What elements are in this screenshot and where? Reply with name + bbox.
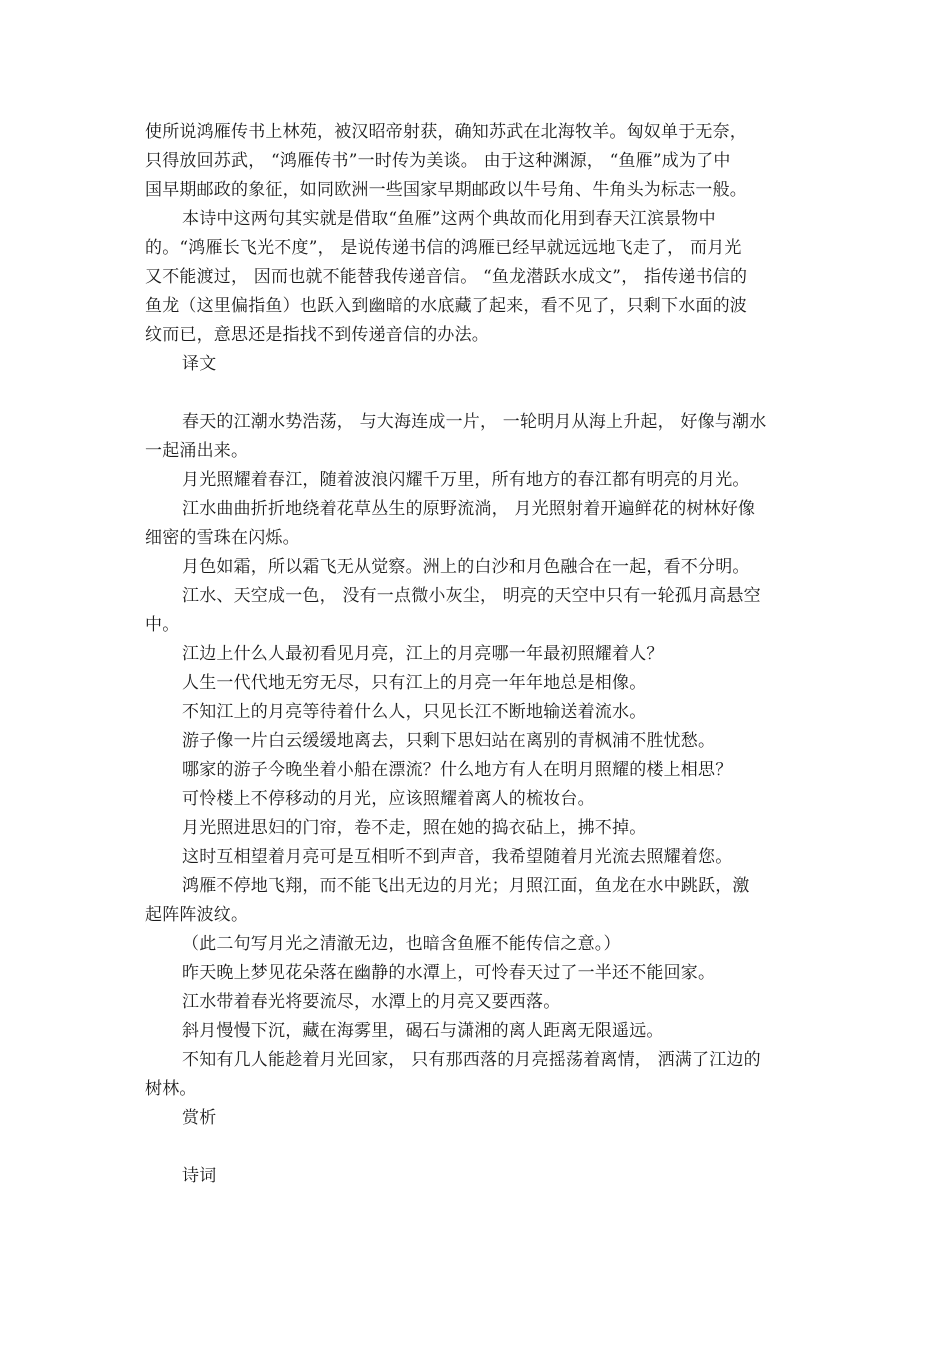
text-line-29: 昨天晚上梦见花朵落在幽静的水潭上，可怜春天过了一半还不能回家。: [182, 963, 716, 983]
text-line-5: 的。“鸿雁长飞光不度”， 是说传递书信的鸿雁已经早就远远地飞走了， 而月光: [145, 238, 742, 258]
text-line-30: 江水带着春光将要流尽，水潭上的月亮又要西落。: [182, 992, 561, 1012]
text-line-20: 不知江上的月亮等待着什么人，只见长江不断地输送着流水。: [182, 702, 647, 722]
text-line-3: 国早期邮政的象征，如同欧洲一些国家早期邮政以牛号角、牛角头为标志一般。: [145, 180, 747, 200]
text-line-17: 中。: [145, 615, 180, 635]
text-line-12: 月光照耀着春江，随着波浪闪耀千万里，所有地方的春江都有明亮的月光。: [182, 470, 750, 490]
text-line-33: 树林。: [145, 1079, 197, 1099]
text-line-6: 又不能渡过， 因而也就不能替我传递音信。 “鱼龙潜跃水成文”， 指传递书信的: [145, 267, 748, 287]
section-heading-appreciation: 赏析: [182, 1108, 217, 1128]
text-line-23: 可怜楼上不停移动的月光，应该照耀着离人的梳妆台。: [182, 789, 595, 809]
text-line-24: 月光照进思妇的门帘，卷不走，照在她的捣衣砧上，拂不掉。: [182, 818, 647, 838]
spacer: [145, 379, 805, 408]
text-line-2: 只得放回苏武， “鸿雁传书”一时传为美谈。 由于这种渊源， “鱼雁”成为了中: [145, 151, 731, 171]
text-line-16: 江水、天空成一色， 没有一点微小灰尘， 明亮的天空中只有一轮孤月高悬空: [182, 586, 761, 606]
text-line-8: 纹而已，意思还是指找不到传递音信的办法。: [145, 325, 489, 345]
text-line-14: 细密的雪珠在闪烁。: [145, 528, 300, 548]
text-line-19: 人生一代代地无穷无尽，只有江上的月亮一年年地总是相像。: [182, 673, 647, 693]
text-line-25: 这时互相望着月亮可是互相听不到声音，我希望随着月光流去照耀着您。: [182, 847, 733, 867]
section-heading-poetry: 诗词: [182, 1166, 217, 1186]
text-line-31: 斜月慢慢下沉，藏在海雾里，碣石与潇湘的离人距离无限遥远。: [182, 1021, 664, 1041]
text-line-7: 鱼龙（这里偏指鱼）也跃入到幽暗的水底藏了起来，看不见了，只剩下水面的波: [145, 296, 747, 316]
text-line-32: 不知有几人能趁着月光回家， 只有那西落的月亮摇荡着离情， 洒满了江边的: [182, 1050, 761, 1070]
text-line-26: 鸿雁不停地飞翔，而不能飞出无边的月光；月照江面，鱼龙在水中跳跃，激: [182, 876, 750, 896]
text-line-1: 使所说鸿雁传书上林苑，被汉昭帝射获，确知苏武在北海牧羊。匈奴单于无奈，: [145, 122, 747, 142]
text-line-22: 哪家的游子今晚坐着小船在漂流？什么地方有人在明月照耀的楼上相思？: [182, 760, 733, 780]
text-line-27: 起阵阵波纹。: [145, 905, 249, 925]
text-line-18: 江边上什么人最初看见月亮，江上的月亮哪一年最初照耀着人？: [182, 644, 664, 664]
text-line-21: 游子像一片白云缓缓地离去，只剩下思妇站在离别的青枫浦不胜忧愁。: [182, 731, 716, 751]
document-page: [145, 118, 805, 1191]
text-line-28: （此二句写月光之清澈无边，也暗含鱼雁不能传信之意。）: [182, 934, 621, 954]
section-heading-translation: 译文: [182, 354, 217, 374]
text-line-10: 春天的江潮水势浩荡， 与大海连成一片， 一轮明月从海上升起， 好像与潮水: [182, 412, 767, 432]
text-line-13: 江水曲曲折折地绕着花草丛生的原野流淌， 月光照射着开遍鲜花的树林好像: [182, 499, 756, 519]
text-line-11: 一起涌出来。: [145, 441, 249, 461]
text-line-4: 本诗中这两句其实就是借取“鱼雁”这两个典故而化用到春天江滨景物中: [182, 209, 716, 229]
spacer: [145, 1133, 805, 1162]
text-line-15: 月色如霜，所以霜飞无从觉察。洲上的白沙和月色融合在一起，看不分明。: [182, 557, 750, 577]
